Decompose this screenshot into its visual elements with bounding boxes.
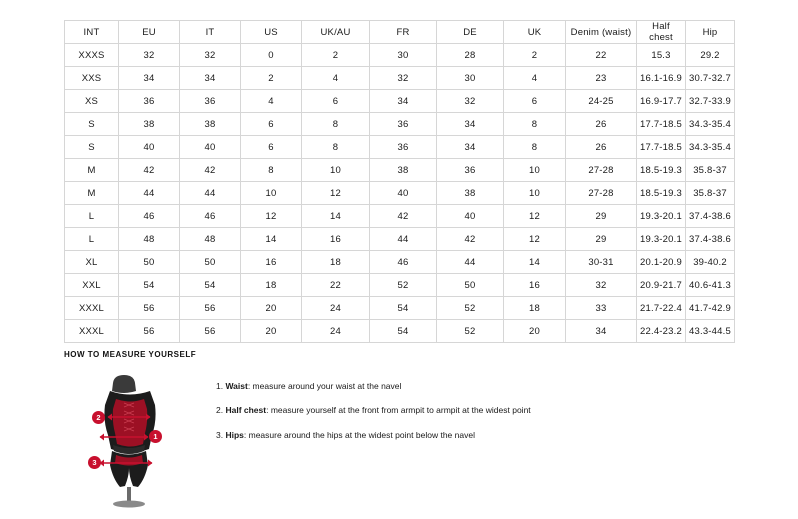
cell: 29.2 [686, 44, 735, 67]
cell: 50 [180, 251, 241, 274]
cell: 41.7-42.9 [686, 297, 735, 320]
cell: 14 [302, 205, 370, 228]
cell: XXXS [65, 44, 119, 67]
cell: 20.9-21.7 [637, 274, 686, 297]
cell: 19.3-20.1 [637, 205, 686, 228]
cell: 42 [437, 228, 504, 251]
marker-1-waist: 1 [149, 430, 162, 443]
cell: 37.4-38.6 [686, 205, 735, 228]
table-row [65, 67, 735, 90]
table-row [65, 113, 735, 136]
cell: 32 [180, 44, 241, 67]
cell: XXXL [65, 320, 119, 343]
cell: 28 [437, 44, 504, 67]
cell: 36 [370, 136, 437, 159]
cell: 33 [566, 297, 637, 320]
cell: 6 [241, 136, 302, 159]
cell: M [65, 182, 119, 205]
cell: 16.9-17.7 [637, 90, 686, 113]
cell: 56 [119, 297, 180, 320]
cell: 32 [437, 90, 504, 113]
cell: 10 [504, 159, 566, 182]
cell: 34.3-35.4 [686, 113, 735, 136]
column-header-eu: EU [119, 21, 180, 44]
cell: 2 [241, 67, 302, 90]
cell: 4 [504, 67, 566, 90]
cell: XXS [65, 67, 119, 90]
cell: 4 [241, 90, 302, 113]
cell: 36 [437, 159, 504, 182]
cell: 22 [566, 44, 637, 67]
table-row [65, 90, 735, 113]
cell: 4 [302, 67, 370, 90]
cell: 20 [504, 320, 566, 343]
table-row [65, 159, 735, 182]
cell: 38 [370, 159, 437, 182]
table-row [65, 251, 735, 274]
cell: 56 [180, 320, 241, 343]
cell: 8 [302, 136, 370, 159]
cell: 6 [504, 90, 566, 113]
cell: 22.4-23.2 [637, 320, 686, 343]
cell: 34 [566, 320, 637, 343]
cell: 56 [180, 297, 241, 320]
table-row [65, 182, 735, 205]
cell: 8 [504, 113, 566, 136]
column-header-us: US [241, 21, 302, 44]
cell: L [65, 228, 119, 251]
table-row [65, 228, 735, 251]
cell: 10 [504, 182, 566, 205]
cell: 12 [241, 205, 302, 228]
cell: XXL [65, 274, 119, 297]
cell: 54 [370, 320, 437, 343]
cell: 35.8-37 [686, 182, 735, 205]
cell: 38 [180, 113, 241, 136]
cell: 42 [370, 205, 437, 228]
size-conversion-table [64, 20, 735, 343]
mannequin-figure-icon [64, 369, 194, 509]
column-header-int: INT [65, 21, 119, 44]
cell: 54 [180, 274, 241, 297]
cell: 24 [302, 297, 370, 320]
cell: 6 [302, 90, 370, 113]
cell: XS [65, 90, 119, 113]
cell: 50 [437, 274, 504, 297]
cell: 54 [370, 297, 437, 320]
how-to-measure-section [64, 350, 734, 509]
cell: 8 [504, 136, 566, 159]
cell: 18 [302, 251, 370, 274]
how-to-measure-body [64, 369, 734, 509]
cell: 34 [370, 90, 437, 113]
table-row [65, 44, 735, 67]
cell: 48 [180, 228, 241, 251]
cell: 2 [302, 44, 370, 67]
cell: 40 [180, 136, 241, 159]
cell: 34 [119, 67, 180, 90]
table-row [65, 297, 735, 320]
measure-step-waist [216, 381, 531, 392]
cell: 44 [437, 251, 504, 274]
cell: 20 [241, 320, 302, 343]
cell: 16.1-16.9 [637, 67, 686, 90]
table-header [65, 21, 735, 44]
cell: 20.1-20.9 [637, 251, 686, 274]
cell: 32 [119, 44, 180, 67]
cell: 34 [437, 136, 504, 159]
cell: 35.8-37 [686, 159, 735, 182]
cell: 20 [241, 297, 302, 320]
cell: 42 [119, 159, 180, 182]
marker-3-hips: 3 [88, 456, 101, 469]
cell: 24-25 [566, 90, 637, 113]
column-header-de: DE [437, 21, 504, 44]
table-row [65, 274, 735, 297]
step-text: : measure yourself at the front from armpit to armpit at the widest point [266, 405, 531, 416]
cell: S [65, 136, 119, 159]
cell: L [65, 205, 119, 228]
cell: 52 [437, 320, 504, 343]
cell: 56 [119, 320, 180, 343]
table-row [65, 205, 735, 228]
table-row [65, 136, 735, 159]
step-text: : measure around the hips at the widest point below the navel [243, 429, 475, 440]
cell: 30.7-32.7 [686, 67, 735, 90]
cell: 21.7-22.4 [637, 297, 686, 320]
cell: 6 [241, 113, 302, 136]
cell: 44 [370, 228, 437, 251]
cell: 34.3-35.4 [686, 136, 735, 159]
cell: 27-28 [566, 182, 637, 205]
cell: 34 [180, 67, 241, 90]
column-header-half-chest: Half chest [637, 21, 686, 44]
measure-step-hips [216, 430, 531, 441]
cell: 52 [370, 274, 437, 297]
cell: 40 [370, 182, 437, 205]
step-number: 1. [216, 381, 224, 391]
cell: XL [65, 251, 119, 274]
cell: 27-28 [566, 159, 637, 182]
cell: XXXL [65, 297, 119, 320]
cell: 24 [302, 320, 370, 343]
cell: 40.6-41.3 [686, 274, 735, 297]
cell: 43.3-44.5 [686, 320, 735, 343]
cell: 10 [302, 159, 370, 182]
cell: 12 [302, 182, 370, 205]
table-header-row [65, 21, 735, 44]
mannequin-illustration [64, 369, 194, 509]
table-body [65, 44, 735, 343]
cell: 17.7-18.5 [637, 136, 686, 159]
cell: 8 [302, 113, 370, 136]
cell: 36 [370, 113, 437, 136]
cell: 29 [566, 205, 637, 228]
measure-step-half-chest [216, 405, 531, 416]
cell: 34 [437, 113, 504, 136]
marker-2-half-chest: 2 [92, 411, 105, 424]
cell: 14 [241, 228, 302, 251]
cell: S [65, 113, 119, 136]
cell: 29 [566, 228, 637, 251]
cell: 30 [437, 67, 504, 90]
cell: 26 [566, 136, 637, 159]
step-number: 3. [216, 429, 224, 440]
column-header-it: IT [180, 21, 241, 44]
cell: 36 [180, 90, 241, 113]
column-header-uk-au: UK/AU [302, 21, 370, 44]
cell: 36 [119, 90, 180, 113]
cell: 54 [119, 274, 180, 297]
cell: 52 [437, 297, 504, 320]
cell: 17.7-18.5 [637, 113, 686, 136]
cell: 14 [504, 251, 566, 274]
cell: 40 [119, 136, 180, 159]
cell: 19.3-20.1 [637, 228, 686, 251]
cell: 26 [566, 113, 637, 136]
cell: 16 [302, 228, 370, 251]
cell: 39-40.2 [686, 251, 735, 274]
cell: 50 [119, 251, 180, 274]
column-header-uk: UK [504, 21, 566, 44]
cell: 18.5-19.3 [637, 159, 686, 182]
cell: 18.5-19.3 [637, 182, 686, 205]
cell: 37.4-38.6 [686, 228, 735, 251]
column-header-fr: FR [370, 21, 437, 44]
cell: 16 [504, 274, 566, 297]
cell: 15.3 [637, 44, 686, 67]
cell: 30 [370, 44, 437, 67]
cell: 30-31 [566, 251, 637, 274]
cell: 40 [437, 205, 504, 228]
step-number: 2. [216, 405, 224, 416]
cell: 18 [241, 274, 302, 297]
cell: 2 [504, 44, 566, 67]
cell: 32 [566, 274, 637, 297]
cell: 38 [437, 182, 504, 205]
cell: 46 [119, 205, 180, 228]
column-header-denim-waist: Denim (waist) [566, 21, 637, 44]
cell: 12 [504, 205, 566, 228]
cell: 12 [504, 228, 566, 251]
cell: 38 [119, 113, 180, 136]
cell: 46 [180, 205, 241, 228]
cell: 10 [241, 182, 302, 205]
step-term: Waist [225, 381, 248, 391]
cell: 42 [180, 159, 241, 182]
cell: 18 [504, 297, 566, 320]
cell: 46 [370, 251, 437, 274]
table-row [65, 320, 735, 343]
cell: 8 [241, 159, 302, 182]
step-term: Half chest [225, 405, 267, 416]
step-term: Hips [225, 429, 244, 440]
how-to-measure-title: HOW TO MEASURE YOURSELF [64, 350, 197, 359]
cell: 44 [180, 182, 241, 205]
cell: 16 [241, 251, 302, 274]
cell: M [65, 159, 119, 182]
column-header-hip: Hip [686, 21, 735, 44]
size-table-container [64, 20, 734, 343]
cell: 44 [119, 182, 180, 205]
cell: 0 [241, 44, 302, 67]
measure-steps-list [216, 369, 531, 454]
cell: 48 [119, 228, 180, 251]
cell: 32 [370, 67, 437, 90]
cell: 32.7-33.9 [686, 90, 735, 113]
cell: 22 [302, 274, 370, 297]
cell: 23 [566, 67, 637, 90]
step-text: : measure around your waist at the navel [247, 381, 402, 391]
